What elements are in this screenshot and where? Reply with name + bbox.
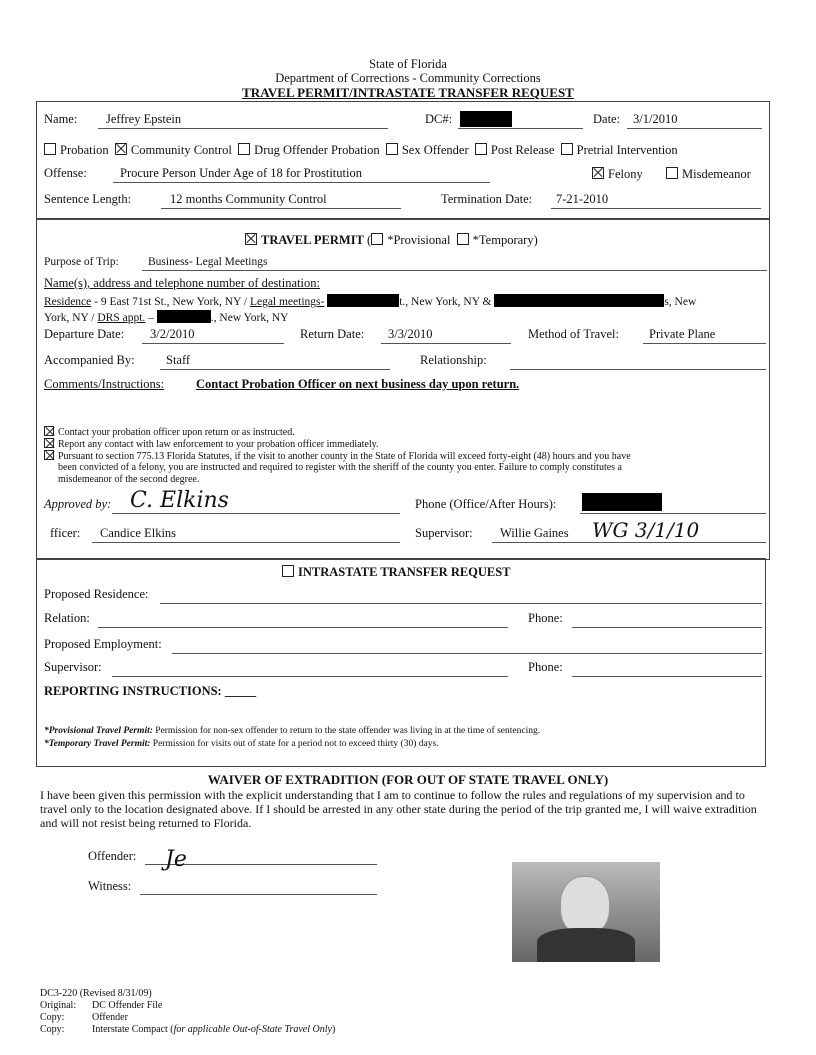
offense-label: Offense: (44, 166, 87, 180)
waiver-text-2: travel only to the location designated above. If I should be arrested in any other state during the period of the trip granted me, I will waive extradition (40, 802, 757, 816)
checkbox-temporary[interactable] (457, 233, 469, 245)
destination-line-1b: t., New York, NY & (399, 296, 495, 308)
method-label: Method of Travel: (528, 327, 619, 341)
supervisor-signature: WG 3/1/10 (592, 518, 700, 542)
checkbox-drug-offender-probation[interactable]: Drug Offender Probation (238, 143, 379, 157)
condition-3-cont: been convicted of a felony, you are instructed and required to register with the sheriff of the county you enter. Failure to comply constitutes a (58, 462, 622, 473)
officer-label: fficer: (50, 526, 81, 540)
condition-1: Contact your probation officer upon return or as instructed. (44, 426, 295, 438)
header-department: Department of Corrections - Community Corrections (275, 71, 541, 85)
header-state: State of Florida (369, 57, 447, 71)
sentence-value: 12 months Community Control (170, 192, 327, 206)
witness-signature-field (140, 894, 377, 895)
distribution-original: Original: DC Offender File (40, 1000, 163, 1011)
name-label: Name: (44, 112, 78, 126)
reporting-instructions-label: REPORTING INSTRUCTIONS: _____ (44, 684, 257, 698)
checkbox-provisional[interactable] (371, 233, 383, 245)
proposed-residence-field[interactable] (160, 603, 762, 604)
return-label: Return Date: (300, 327, 365, 341)
officer-value: Candice Elkins (100, 526, 177, 540)
supervision-types (44, 143, 678, 158)
supervisor-label: Supervisor: (415, 526, 473, 540)
purpose-label: Purpose of Trip: (44, 256, 119, 268)
waiver-title: WAIVER OF EXTRADITION (FOR OUT OF STATE TRAVEL ONLY) (207, 772, 609, 787)
checkbox-misdemeanor[interactable]: Misdemeanor (666, 167, 751, 182)
checkbox-felony[interactable]: Felony (592, 167, 643, 182)
waiver-text-3: and will not resist being returned to Florida. (40, 816, 252, 830)
offender-signature: Je (165, 847, 187, 872)
distribution-copy-1: Copy: Offender (40, 1012, 128, 1023)
checkbox-intrastate-transfer[interactable] (282, 565, 294, 577)
termination-value: 7-21-2010 (556, 192, 609, 206)
redacted-dc-number (460, 111, 512, 127)
date-value: 3/1/2010 (633, 112, 678, 126)
proposed-employment-label: Proposed Employment: (44, 637, 162, 651)
return-value: 3/3/2010 (388, 327, 433, 341)
checkbox-travel-permit[interactable] (245, 233, 257, 245)
proposed-residence-label: Proposed Residence: (44, 587, 149, 601)
form-title: TRAVEL PERMIT/INTRASTATE TRANSFER REQUEST (242, 85, 574, 100)
accompanied-value: Staff (166, 353, 191, 367)
destination-line-1: Residence - 9 East 71st St., New York, NY / Legal meetings- t., New York, NY & s, New (44, 296, 697, 308)
relationship-field[interactable] (510, 369, 766, 370)
phone-label-2: Phone: (528, 660, 563, 674)
phone-label: Phone (Office/After Hours): (415, 497, 557, 511)
intrastate-title: INTRASTATE TRANSFER REQUEST (282, 565, 511, 580)
checkbox-post-release[interactable]: Post Release (475, 143, 555, 157)
offender-label: Offender: (88, 849, 137, 863)
waiver-text-1: I have been given this permission with the explicit understanding that I am to continue to follow the rules and regulations of my supervision and to (40, 788, 745, 802)
checkbox-pretrial-intervention[interactable]: Pretrial Intervention (561, 143, 678, 157)
travel-permit-title: TRAVEL PERMIT ( *Provisional *Temporary) (245, 233, 538, 248)
phone-field-1[interactable] (572, 627, 762, 628)
sentence-label: Sentence Length: (44, 192, 132, 206)
departure-value: 3/2/2010 (150, 327, 195, 341)
method-value: Private Plane (649, 327, 716, 341)
phone-label-1: Phone: (528, 611, 563, 625)
redacted-address-2 (494, 294, 664, 307)
dc-label: DC#: (425, 112, 453, 126)
accompanied-label: Accompanied By: (44, 353, 135, 367)
approved-label: Approved by: (44, 497, 112, 511)
checkbox-community-control[interactable]: Community Control (115, 143, 232, 157)
name-value: Jeffrey Epstein (106, 112, 182, 126)
distribution-copy-2: Copy: Interstate Compact (for applicable Out-of-State Travel Only) (40, 1024, 336, 1035)
checkbox-sex-offender[interactable]: Sex Offender (386, 143, 469, 157)
condition-3: Pursuant to section 775.13 Florida Statutes, if the visit to another county in the State of Florida will exceed forty-eight (48) hours and you have (44, 450, 631, 462)
condition-3-cont2: misdemeanor of the second degree. (58, 474, 200, 485)
intrastate-supervisor-label: Supervisor: (44, 660, 102, 674)
redacted-address-4 (157, 310, 211, 323)
relation-field[interactable] (98, 627, 508, 628)
destination-line-1c: s, New (664, 296, 697, 308)
destination-label: Name(s), address and telephone number of destination: (44, 276, 320, 290)
destination-line-2: York, NY / DRS appt. – ., New York, NY (44, 312, 289, 324)
supervisor-value: Willie Gaines (500, 526, 569, 540)
purpose-value: Business- Legal Meetings (148, 256, 268, 268)
redacted-phone (582, 493, 662, 511)
checkbox-probation[interactable]: Probation (44, 143, 109, 157)
relationship-label: Relationship: (420, 353, 487, 367)
relation-label: Relation: (44, 611, 90, 625)
form-number: DC3-220 (Revised 8/31/09) (40, 988, 152, 999)
date-label: Date: (593, 112, 621, 126)
departure-label: Departure Date: (44, 327, 125, 341)
note-temporary: *Temporary Travel Permit: Permission for visits out of state for a period not to exceed thirty (30) days. (44, 739, 439, 749)
comments-value: Contact Probation Officer on next business day upon return. (196, 377, 520, 391)
proposed-employment-field[interactable] (172, 653, 762, 654)
phone-field-2[interactable] (572, 676, 762, 677)
termination-label: Termination Date: (441, 192, 533, 206)
offender-photo (512, 862, 660, 962)
comments-label: Comments/Instructions: (44, 377, 165, 391)
redacted-address-1 (327, 294, 399, 307)
condition-2: Report any contact with law enforcement to your probation officer immediately. (44, 438, 378, 450)
offense-value: Procure Person Under Age of 18 for Prostitution (120, 166, 362, 180)
approver-signature: C. Elkins (130, 488, 229, 513)
witness-label: Witness: (88, 879, 132, 893)
intrastate-supervisor-field[interactable] (112, 676, 508, 677)
note-provisional: *Provisional Travel Permit: Permission for non-sex offender to return to the state offender was living in at the time of sentencing. (44, 726, 541, 736)
destination-line-2c: ., New York, NY (210, 312, 289, 324)
